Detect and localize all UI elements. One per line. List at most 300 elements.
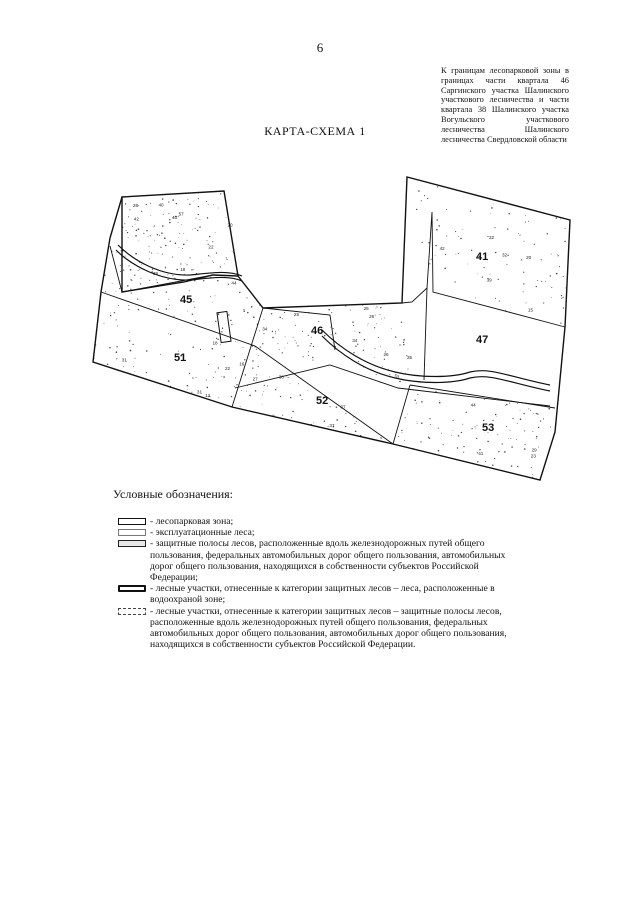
texture-dot [213,204,214,205]
texture-dot [185,263,186,264]
texture-dot [166,291,167,292]
texture-dot [399,344,400,345]
texture-dot [282,318,283,319]
texture-dot [374,327,375,328]
texture-dot [422,242,423,243]
texture-dot [256,349,257,350]
texture-dot [550,426,551,427]
texture-dot [162,225,164,227]
texture-dot [157,234,158,235]
texture-dot [357,344,358,345]
texture-dot [308,335,309,336]
texture-dot [435,245,436,246]
texture-dot [540,420,541,421]
plot-number: 34 [352,338,358,344]
texture-dot [244,311,245,312]
texture-dot [128,237,129,238]
texture-dot [296,343,297,344]
texture-dot [402,432,403,433]
texture-dot [246,391,247,392]
texture-dot [189,373,190,374]
texture-dot [350,309,351,310]
texture-dot [298,383,299,384]
texture-dot [136,230,137,231]
texture-dot [308,351,309,352]
texture-dot [139,269,140,270]
texture-dot [453,420,454,421]
texture-dot [438,225,440,227]
texture-dot [297,345,298,346]
texture-dot [292,411,293,412]
texture-dot [532,431,533,432]
texture-dot [563,307,564,308]
texture-dot [138,205,139,206]
texture-dot [132,344,133,345]
legend-label: - лесопарковая зона; [150,516,234,527]
plot-number: 25 [293,311,300,317]
texture-dot [279,349,280,350]
texture-dot [330,406,331,407]
texture-dot [474,426,475,427]
plot-number: 20 [526,255,532,261]
texture-dot [220,193,221,194]
plot-number: 26 [369,314,375,319]
texture-dot [174,316,175,317]
texture-dot [172,199,174,201]
texture-dot [187,240,188,241]
plot-number: 16 [239,361,245,367]
texture-dot [328,309,330,311]
texture-dot [131,280,132,281]
texture-dot [461,432,462,433]
texture-dot [125,203,126,204]
texture-dot [538,427,539,428]
texture-dot [218,208,219,209]
texture-dot [137,298,138,299]
texture-dot [193,301,194,302]
texture-dot [476,429,477,430]
texture-dot [146,350,148,352]
texture-dot [156,279,157,280]
texture-dot [181,224,182,225]
texture-dot [206,379,207,380]
texture-dot [545,281,546,282]
texture-dot [169,305,170,306]
texture-dot [251,306,253,308]
texture-dot [548,408,550,410]
quarter-label-51: 51 [174,352,187,364]
texture-dot [418,190,420,192]
protective-forest-strip-swatch [118,608,146,615]
texture-dot [279,317,280,318]
texture-dot [243,309,244,310]
texture-dot [216,338,217,339]
texture-dot [355,346,356,347]
texture-dot [345,426,346,427]
plot-number: 40 [158,202,164,208]
texture-dot [550,275,551,276]
texture-dot [510,438,511,439]
texture-dot [407,369,408,370]
texture-dot [116,351,118,353]
texture-dot [207,387,209,389]
plot-number: 35 [407,354,413,360]
texture-dot [194,201,195,202]
texture-dot [165,267,166,268]
texture-dot [163,214,164,215]
texture-dot [168,334,169,335]
texture-dot [520,410,521,411]
texture-dot [258,366,259,367]
texture-dot [162,198,164,200]
plot-number: 44 [470,402,476,408]
texture-dot [374,357,375,358]
texture-dot [148,236,149,237]
texture-dot [487,441,488,442]
texture-dot [466,412,467,413]
texture-dot [125,256,126,257]
texture-dot [239,292,240,293]
texture-dot [120,265,121,266]
texture-dot [295,340,296,341]
texture-dot [165,268,166,269]
texture-dot [119,288,120,289]
texture-dot [439,400,440,401]
texture-dot [208,364,209,365]
texture-dot [310,345,311,346]
texture-dot [128,309,129,310]
document-caption: К границам лесопарковой зоны в границах части квартала 46 Саргинского участка Шалинского участкового лесничества и части квартала 38 Шалинского участка Вогульского участкового лесничества Шалинского лесничества Свердловской области [441,66,569,144]
texture-dot [389,374,390,375]
texture-dot [210,256,211,257]
plot-number: 27 [252,376,258,382]
texture-dot [380,314,381,315]
texture-dot [560,219,561,220]
texture-dot [436,219,438,221]
texture-dot [504,451,506,453]
texture-dot [285,336,286,337]
texture-dot [355,430,357,432]
texture-dot [232,251,233,252]
plot-number: 36 [278,374,284,380]
texture-dot [215,296,216,297]
texture-dot [536,436,537,437]
texture-dot [159,235,160,236]
texture-dot [168,380,170,382]
texture-dot [275,331,276,332]
texture-dot [444,268,446,270]
plot-number: 23 [530,453,536,459]
plot-number: 41 [478,450,484,456]
texture-dot [541,259,542,260]
texture-dot [196,377,197,378]
legend-label: - лесные участки, отнесенные к категории защитных лесов – защитные полосы лесов, расположенные вдоль железнодорожных путей общего пользования, федеральных автомобильных дорог общего пользования, автомобильных дорог общего пользования, находящихся в собственности субъектов Российской Федерации. [150,605,507,651]
texture-dot [199,219,200,220]
texture-dot [195,321,197,323]
texture-dot [525,222,526,223]
texture-dot [228,284,229,285]
texture-dot [528,408,529,409]
texture-dot [224,264,225,265]
texture-dot [458,253,459,254]
texture-dot [221,331,222,332]
texture-dot [183,233,184,234]
texture-dot [215,232,216,233]
texture-dot [438,428,439,429]
texture-dot [244,359,245,360]
texture-dot [201,262,202,263]
texture-dot [253,316,255,318]
texture-dot [198,206,199,207]
texture-dot [128,305,129,306]
texture-dot [494,458,495,459]
texture-dot [456,254,457,255]
texture-dot [213,262,214,263]
texture-dot [104,323,105,324]
texture-dot [150,203,151,204]
texture-dot [187,385,189,387]
texture-dot [417,394,418,395]
texture-dot [561,295,562,296]
texture-dot [193,269,194,270]
texture-dot [536,286,537,287]
texture-dot [175,242,177,244]
texture-dot [417,423,418,424]
plot-number: 31 [196,389,203,395]
texture-dot [262,404,263,405]
texture-dot [245,374,246,375]
texture-dot [506,404,508,406]
texture-dot [404,440,405,441]
texture-dot [336,406,337,407]
texture-dot [282,352,283,353]
texture-dot [172,257,173,258]
texture-dot [132,226,133,227]
texture-dot [140,278,141,279]
texture-dot [240,406,241,407]
texture-dot [424,195,425,196]
texture-dot [376,323,377,324]
texture-dot [129,340,131,342]
texture-dot [308,390,309,391]
texture-dot [414,400,416,402]
texture-dot [152,269,153,270]
texture-dot [161,232,163,234]
texture-dot [128,265,129,266]
texture-dot [401,430,402,431]
texture-dot [198,198,199,199]
texture-dot [290,383,291,384]
park-zone-swatch [118,518,146,525]
texture-dot [490,274,491,275]
texture-dot [130,289,131,290]
texture-dot [427,198,428,199]
texture-dot [431,259,432,260]
texture-dot [172,275,173,276]
texture-dot [417,421,418,422]
texture-dot [395,336,396,337]
texture-dot [403,342,404,343]
texture-dot [495,252,496,253]
texture-dot [558,255,559,256]
texture-dot [228,314,229,315]
texture-dot [187,389,188,390]
texture-dot [140,283,141,284]
plot-number: 32 [489,235,495,241]
texture-dot [160,354,161,355]
texture-dot [133,366,134,367]
texture-dot [476,438,477,439]
texture-dot [398,436,399,437]
legend-item-park-zone [118,516,528,527]
texture-dot [220,344,221,345]
texture-dot [559,266,560,267]
texture-dot [511,446,512,447]
texture-dot [252,360,253,361]
plot-number: 22 [225,366,231,371]
texture-dot [278,329,279,330]
texture-dot [562,297,563,298]
texture-dot [278,343,279,344]
texture-dot [378,337,379,338]
texture-dot [146,204,147,205]
texture-dot [130,350,132,352]
texture-dot [484,399,485,400]
texture-dot [272,331,273,332]
texture-dot [526,302,527,303]
texture-dot [495,414,497,416]
texture-dot [516,439,517,440]
texture-dot [236,384,237,385]
legend-item-exploitation-forests [118,527,528,538]
texture-dot [149,246,150,247]
texture-dot [446,209,447,210]
texture-dot [143,233,144,234]
texture-dot [168,201,169,202]
texture-dot [182,248,183,249]
texture-dot [269,376,270,377]
texture-dot [231,396,232,397]
texture-dot [150,215,151,216]
texture-dot [149,280,150,281]
texture-dot [462,229,463,230]
texture-dot [222,376,223,377]
texture-dot [218,367,219,368]
texture-dot [380,437,381,438]
texture-dot [451,435,452,436]
texture-dot [167,279,168,280]
texture-dot [477,461,478,462]
texture-dot [187,311,188,312]
texture-dot [194,307,195,308]
texture-dot [160,247,161,248]
texture-dot [134,275,135,276]
texture-dot [421,401,422,402]
texture-dot [556,217,558,219]
texture-dot [277,388,278,389]
texture-dot [531,467,532,468]
texture-dot [497,416,498,417]
texture-dot [510,430,511,431]
texture-dot [497,434,498,435]
exploitation-forest-swatch [118,529,146,536]
texture-dot [282,415,283,416]
texture-dot [508,438,509,439]
texture-dot [405,373,406,374]
texture-dot [141,211,142,212]
texture-dot [439,402,441,404]
texture-dot [168,299,169,300]
texture-dot [149,251,150,252]
texture-dot [363,350,364,351]
texture-dot [354,331,355,332]
texture-dot [207,217,209,219]
texture-dot [318,321,319,322]
texture-dot [260,346,261,347]
texture-dot [532,474,533,475]
texture-dot [523,291,524,292]
texture-dot [499,301,500,302]
texture-dot [220,266,221,267]
texture-dot [180,263,181,264]
texture-dot [525,444,526,445]
texture-dot [285,348,286,349]
texture-dot [135,253,137,255]
texture-dot [564,241,565,242]
texture-dot [416,209,417,210]
texture-dot [263,391,264,392]
texture-dot [353,325,354,326]
texture-dot [495,298,496,299]
texture-dot [215,371,216,372]
texture-dot [313,346,314,347]
legend-label: - лесные участки, отнесенные к категории защитных лесов – леса, расположенные в водоохраной зоне; [150,583,495,606]
texture-dot [168,213,169,214]
legend-label: - защитные полосы лесов, расположенные вдоль железнодорожных путей общего пользования, федеральных автомобильных дорог общего пользования, автомобильных дорог общего пользования, находящихся в собственности субъектов Российской Федерации; [150,538,506,584]
texture-dot [153,292,154,293]
texture-dot [146,230,147,231]
texture-dot [116,291,117,292]
texture-dot [543,418,544,419]
plot-number: 37 [329,422,335,428]
texture-dot [380,307,381,308]
plot-number: 57 [178,211,184,217]
texture-dot [421,200,422,201]
plot-numbers [122,203,537,459]
texture-dot [189,257,190,258]
texture-dot [158,308,159,309]
legend [118,516,528,650]
texture-dot [507,228,508,229]
texture-dot [533,413,534,414]
texture-dot [560,323,561,324]
quarter-label-52: 52 [316,395,329,407]
texture-dot [255,390,257,392]
texture-dot [247,312,248,313]
texture-dot [511,465,512,466]
texture-dot [162,254,163,255]
texture-dot [189,290,190,291]
texture-dot [165,245,167,247]
texture-dot [191,269,192,270]
texture-dot [215,321,216,322]
texture-dot [223,376,225,378]
texture-dot [212,241,213,242]
texture-dot [443,444,444,445]
texture-dot [308,355,309,356]
texture-dot [312,357,313,358]
texture-dot [187,199,188,200]
